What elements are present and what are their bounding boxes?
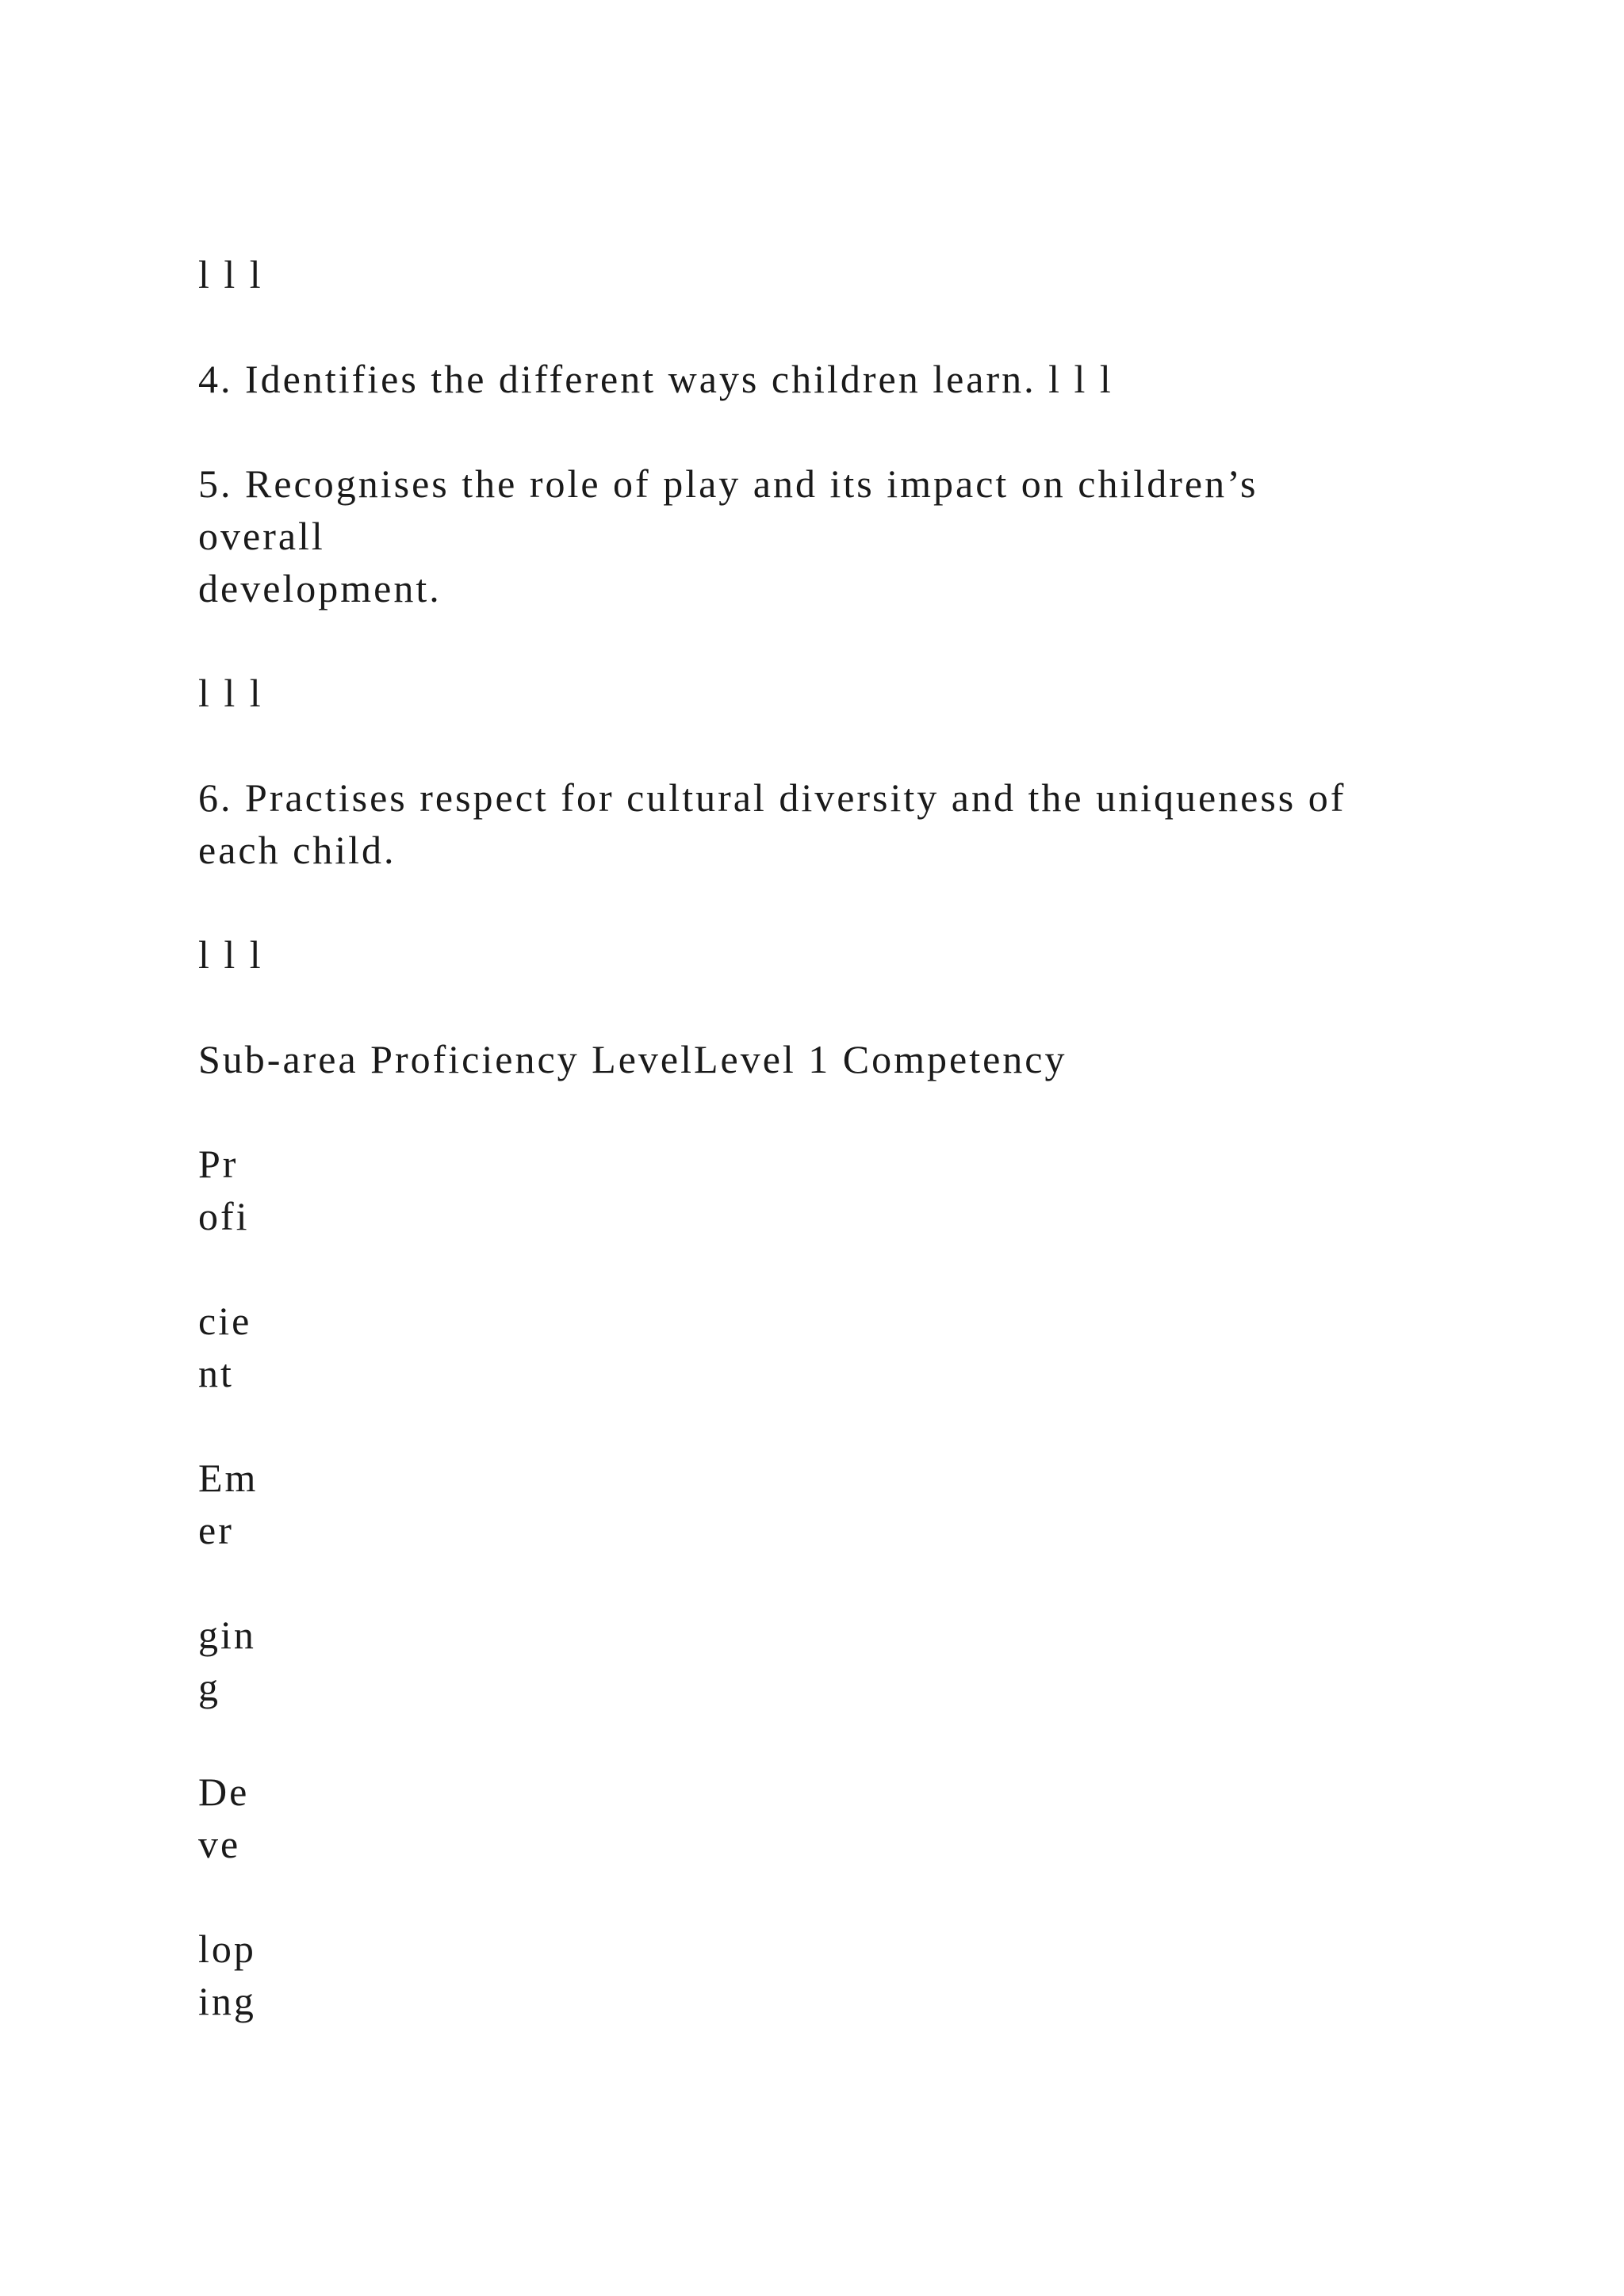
proficient-fragment: ofi — [198, 1194, 250, 1238]
item-6-text-line-1: 6. Practises respect for cultural diversity and the uniqueness of — [198, 775, 1346, 820]
emerging-fragment: er — [198, 1508, 234, 1552]
developing-fragment: ve — [198, 1822, 241, 1866]
rating-marks: l l l — [198, 252, 263, 297]
proficient-fragment: nt — [198, 1351, 234, 1395]
rating-marks: l l l — [198, 932, 263, 977]
item-5-text-line-1: 5. Recognises the role of play and its impact on children’s — [198, 461, 1258, 506]
emerging-fragment: gin — [198, 1613, 256, 1657]
developing-fragment: lop — [198, 1927, 256, 1971]
emerging-fragment: Em — [198, 1456, 259, 1500]
proficient-fragment: cie — [198, 1299, 252, 1343]
developing-fragment: De — [198, 1770, 250, 1814]
table-header: Sub-area Proficiency LevelLevel 1 Competency — [198, 1037, 1067, 1081]
developing-fragment: ing — [198, 1979, 256, 2023]
proficient-fragment: Pr — [198, 1142, 239, 1186]
item-6-text-line-2: each child. — [198, 828, 396, 872]
item-5-text-line-2: overall — [198, 514, 325, 558]
rating-marks: l l l — [198, 671, 263, 715]
item-5-text-line-3: development. — [198, 566, 442, 610]
emerging-fragment: g — [198, 1665, 220, 1709]
item-4-text: 4. Identifies the different ways children learn. l l l — [198, 357, 1113, 401]
